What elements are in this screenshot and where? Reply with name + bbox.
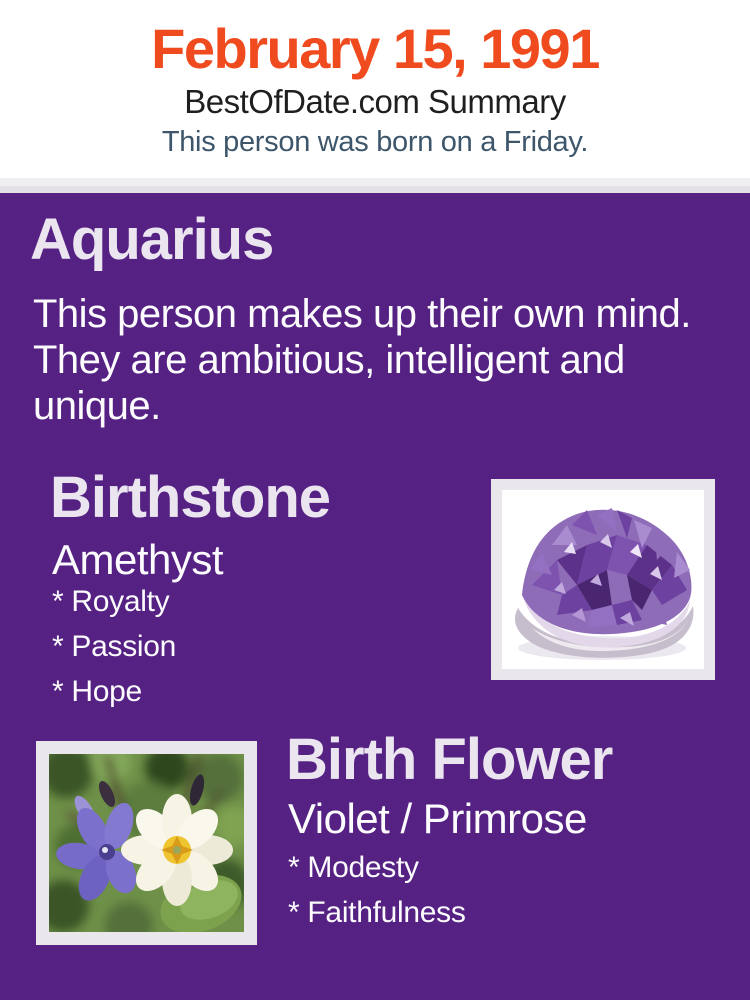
birth-flower-trait: * Modesty [288, 851, 419, 884]
birth-flower-name: Violet / Primrose [288, 795, 587, 842]
birthstone-traits-list [52, 587, 176, 722]
birth-flower-photo [36, 741, 257, 945]
violet-primrose-image [49, 754, 244, 932]
birthstone-trait: * Royalty [52, 585, 170, 618]
header [0, 0, 750, 178]
birthstone-trait: * Hope [52, 675, 142, 708]
birthstone-name: Amethyst [52, 536, 224, 583]
birth-flower-title: Birth Flower [286, 727, 613, 792]
date-title: February 15, 1991 [151, 17, 599, 80]
amethyst-crystal-image [502, 490, 704, 669]
birth-flower-traits-list [288, 853, 466, 943]
divider-bar [0, 178, 750, 193]
born-day-line: This person was born on a Friday. [161, 126, 589, 158]
zodiac-description: This person makes up their own mind. They are ambitious, intelligent and unique. [33, 292, 691, 428]
zodiac-title: Aquarius [30, 207, 274, 272]
amethyst-photo [491, 479, 715, 680]
birth-flower-trait: * Faithfulness [288, 896, 466, 929]
birthstone-trait: * Passion [52, 630, 177, 663]
summary-panel [0, 193, 750, 1000]
site-summary-title: BestOfDate.com Summary [184, 83, 566, 120]
birthstone-title: Birthstone [50, 465, 330, 530]
